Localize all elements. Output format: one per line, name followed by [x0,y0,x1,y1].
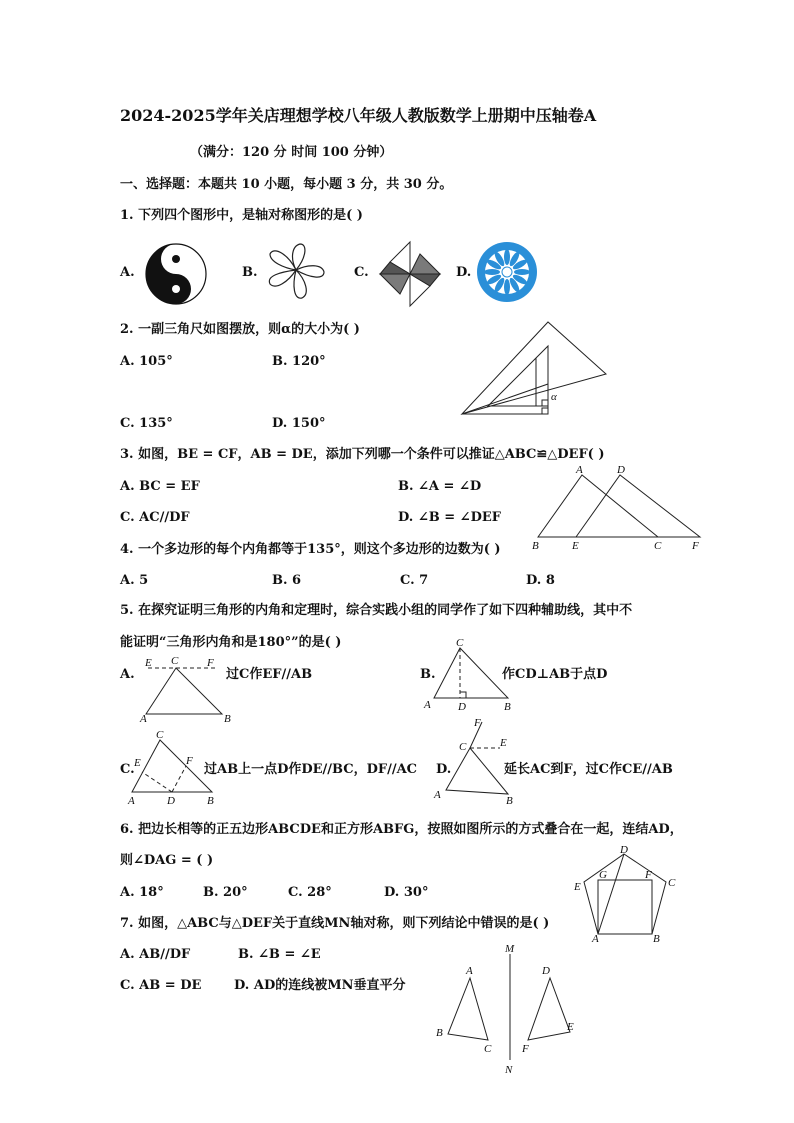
q2-alpha-label: α [551,391,557,403]
q7-label-e: E [567,1021,574,1033]
yin-yang-icon [144,242,208,306]
q5-option-c-label: C. [120,762,135,777]
q5b-label-a: A [424,699,431,711]
q6-label-b: B [653,933,660,944]
q7-label-m: M [505,943,515,955]
q2-option-c: C. 135° [120,416,173,431]
q6-pentagon-square-figure [570,844,682,944]
q4-option-a: A. 5 [120,573,149,588]
page-title: 2024-2025学年关店理想学校八年级人教版数学上册期中压轴卷A [120,106,597,125]
q5c-label-b: B [207,795,214,807]
q1-stem: 1. 下列四个图形中，是轴对称图形的是( ) [120,208,363,223]
q5d-label-b: B [506,795,513,807]
q3-option-d: D. ∠B = ∠DEF [398,510,501,525]
q3-label-d: D [617,464,625,476]
q6-stem-line1: 6. 把边长相等的正五边形ABCDE和正方形ABFG，按照如图所示的方式叠合在一起，连结AD， [120,822,683,837]
q3-label-c: C [654,540,662,552]
q7-option-b: B. ∠B = ∠E [238,947,321,962]
q1-option-d-label: D. [456,265,472,280]
q6-label-f: F [645,869,652,881]
q5a-label-f: F [207,657,214,669]
q5a-label-b: B [224,713,231,724]
q5b-label-c: C [456,637,464,649]
q5-option-b-text: 作CD⊥AB于点D [502,667,608,682]
q7-label-a: A [466,965,473,977]
q3-stem: 3. 如图，BE = CF，AB = DE，添加下列哪一个条件可以推证△ABC≌△DEF( ) [120,447,605,462]
q5c-label-d: D [167,795,175,807]
q6-label-d: D [620,844,628,856]
q5-option-d-text: 延长AC到F，过C作CE//AB [504,762,673,777]
q5a-label-c: C [171,655,179,667]
q5-option-c-text: 过AB上一点D作DE//BC，DF//AC [204,762,418,777]
q5b-label-b: B [504,701,511,713]
q6-option-d: D. 30° [384,885,429,900]
q5c-label-a: A [128,795,135,807]
q2-option-d: D. 150° [272,416,326,431]
q5a-label-e: E [145,657,152,669]
q6-label-a: A [592,933,599,944]
q7-symmetry-figure [430,940,580,1080]
blue-flower-icon [475,240,539,304]
q5d-label-f: F [474,717,481,729]
q7-label-c: C [484,1043,492,1055]
q6-label-g: G [599,869,607,881]
q2-stem: 2. 一副三角尺如图摆放，则α的大小为( ) [120,322,360,337]
q3-label-e: E [572,540,579,552]
q1-option-b-label: B. [242,265,258,280]
q5d-label-c: C [459,741,467,753]
q5-figure-a [138,652,234,724]
q5b-label-d: D [458,701,466,713]
q5c-label-f: F [186,755,193,767]
q5-option-a-label: A. [120,667,135,682]
q3-option-a: A. BC = EF [120,479,200,494]
q2-option-a: A. 105° [120,354,173,369]
q1-option-c-label: C. [354,265,369,280]
q3-label-b: B [532,540,539,552]
q3-triangles-figure [528,463,708,553]
q3-label-f: F [692,540,699,552]
q3-option-c: C. AC//DF [120,510,190,525]
q3-label-a: A [576,464,583,476]
pinwheel-icon [376,238,444,310]
q4-option-c: C. 7 [400,573,429,588]
q7-option-d: D. AD的连线被MN垂直平分 [234,978,406,993]
q6-option-c: C. 28° [288,885,332,900]
q1-option-a-label: A. [120,265,135,280]
q7-stem: 7. 如图，△ABC与△DEF关于直线MN轴对称，则下列结论中错误的是( ) [120,916,550,931]
q5-stem-line1: 5. 在探究证明三角形的内角和定理时，综合实践小组的同学作了如下四种辅助线，其中不 [120,603,633,618]
q6-label-c: C [668,877,676,889]
q2-option-b: B. 120° [272,354,326,369]
q5d-label-e: E [500,737,507,749]
q6-stem-line2: 则∠DAG = ( ) [120,853,214,868]
flower-petal-icon [262,240,330,304]
q5-option-a-text: 过C作EF//AB [226,667,313,682]
q5d-label-a: A [434,789,441,801]
q6-option-b: B. 20° [203,885,248,900]
q5-stem-line2: 能证明“三角形内角和是180°”的是( ) [120,635,342,650]
q7-label-n: N [505,1064,513,1076]
q5-option-b-label: B. [420,667,436,682]
q7-label-f: F [522,1043,529,1055]
q5c-label-e: E [134,757,141,769]
q4-option-b: B. 6 [272,573,302,588]
exam-info: （满分：120 分 时间 100 分钟） [190,145,393,160]
q4-stem: 4. 一个多边形的每个内角都等于135°，则这个多边形的边数为( ) [120,542,501,557]
q5-option-d-label: D. [436,762,452,777]
q5a-label-a: A [140,713,147,724]
q7-label-b: B [436,1027,443,1039]
q7-option-a: A. AB//DF [120,947,191,962]
q3-option-b: B. ∠A = ∠D [398,479,482,494]
section-heading: 一、选择题：本题共 10 小题，每小题 3 分，共 30 分。 [120,177,453,192]
q6-option-a: A. 18° [120,885,164,900]
q7-label-d: D [542,965,550,977]
q6-label-e: E [574,881,581,893]
q4-option-d: D. 8 [526,573,555,588]
q7-option-c: C. AB = DE [120,978,202,993]
q2-set-square-figure [458,318,610,418]
q5c-label-c: C [156,729,164,741]
